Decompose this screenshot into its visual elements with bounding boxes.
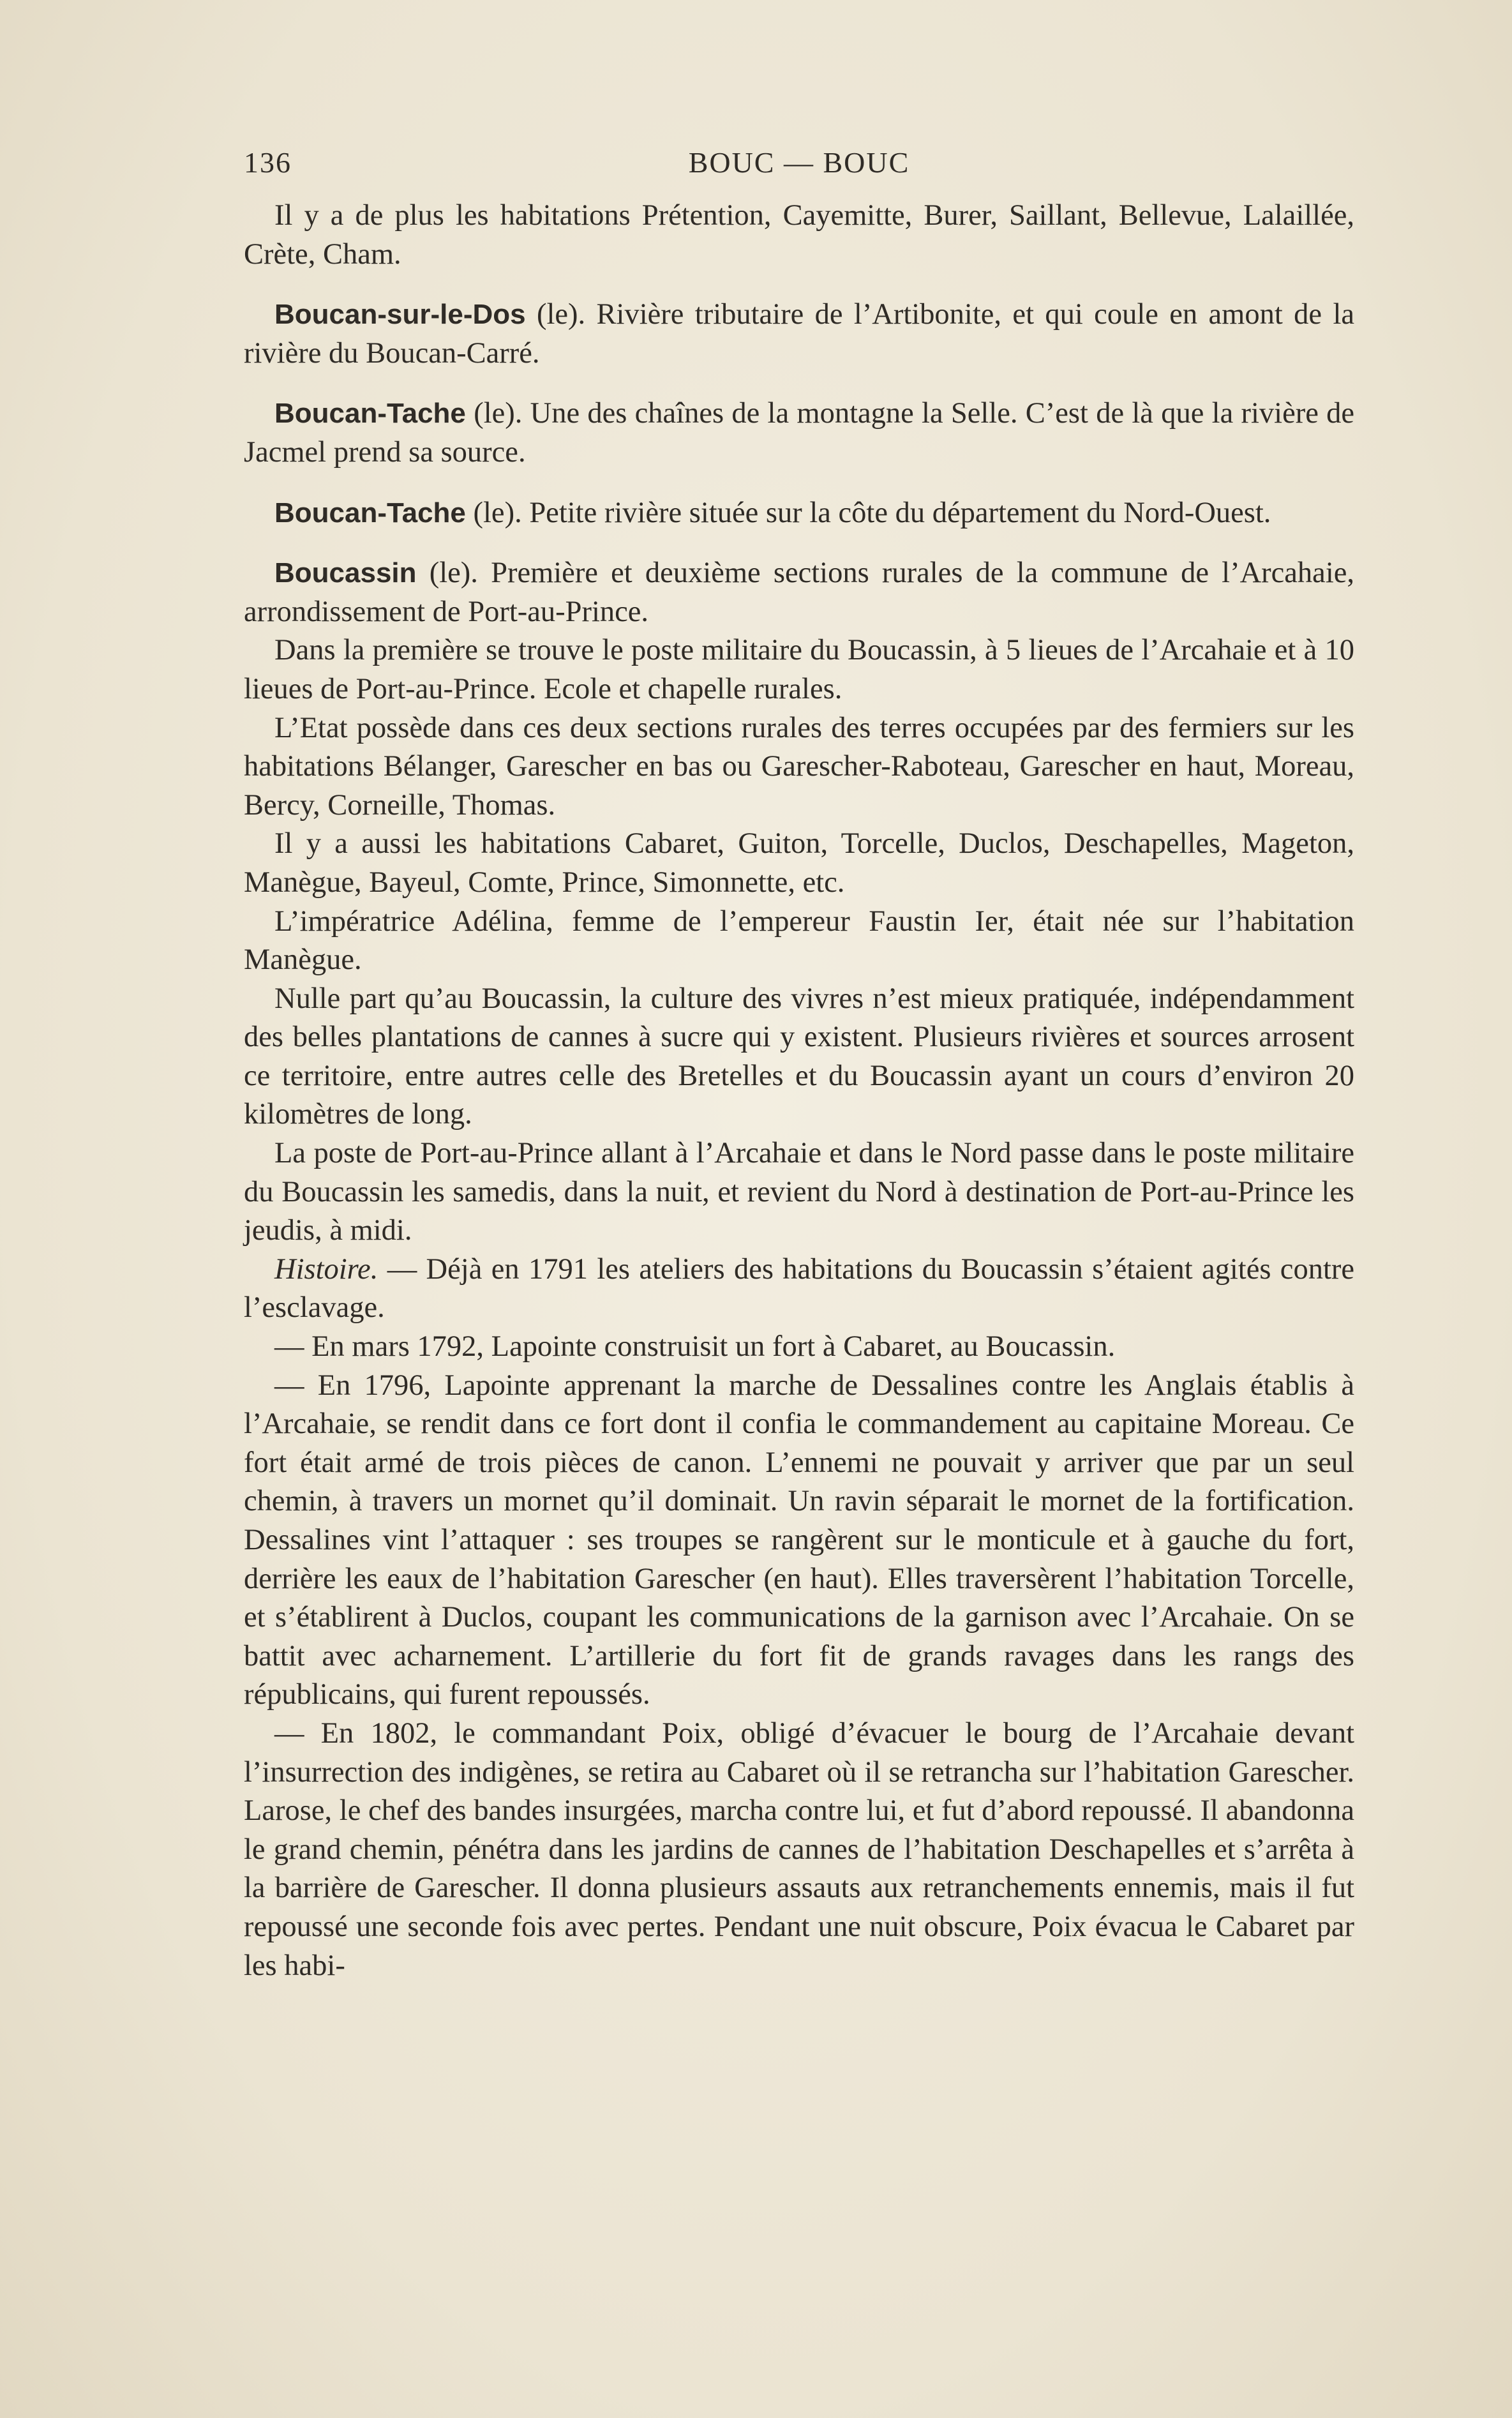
entry-boucan-tache-riviere — [244, 494, 1354, 533]
paragraph-poste-militaire: Dans la première se trouve le poste militaire du Boucassin, à 5 lieues de l’Arcahaie et à 10 lieues de Port-au-Prince. Ecole et chapelle rurales. — [244, 634, 1354, 705]
entry-text: . Première et deuxième sections rurales de la commune de l’Arcahaie, arrondissement de Port-au-Prince. — [244, 557, 1354, 628]
paragraph-habitations-list: Il y a de plus les habitations Prétention, Cayemitte, Burer, Saillant, Bellevue, Lalaillée, Crète, Cham. — [244, 199, 1354, 271]
entry-text: . Rivière tributaire de l’Artibonite, et qui coule en amont de la rivière du Boucan-Carré. — [244, 298, 1355, 370]
headword: Boucan-Tache — [274, 398, 466, 430]
section-label-histoire: Histoire. — [274, 1252, 378, 1286]
headword: Boucan-sur-le-Dos — [274, 299, 526, 331]
text-block — [244, 197, 1354, 1985]
headword-article: (le) — [429, 557, 471, 590]
entry-boucan-sur-le-dos — [244, 296, 1354, 373]
headword-article: (le) — [474, 397, 515, 430]
entry-text: . Petite rivière située sur la côte du département du Nord-Ouest. — [514, 496, 1271, 529]
entry-boucan-tache-montagne — [244, 394, 1354, 472]
headword: Boucassin — [274, 557, 417, 589]
paragraph-poste: La poste de Port-au-Prince allant à l’Arcahaie et dans le Nord passe dans le poste militaire du Boucassin les samedis, dans la nuit, et revient du Nord à destination de Port-au-Prince les jeudis, à midi. — [244, 1137, 1354, 1247]
entry-boucassin — [244, 554, 1354, 631]
paragraph-terres-etat: L’Etat possède dans ces deux sections rurales des terres occupées par des fermiers sur les habitations Bélanger, Garescher en bas ou Garescher-Raboteau, Garescher en haut, Moreau, Bercy, Corneille, Thomas. — [244, 711, 1354, 822]
paragraph-histoire — [244, 1250, 1354, 1328]
headword-article: (le) — [536, 298, 578, 331]
paragraph-habitations: Il y a aussi les habitations Cabaret, Guiton, Torcelle, Duclos, Deschapelles, Mageton, Manègue, Bayeul, Comte, Prince, Simonnette, etc. — [244, 827, 1354, 899]
page-number: 136 — [244, 146, 292, 179]
paragraph-text: — Déjà en 1791 les ateliers des habitations du Boucassin s’étaient agités contre l’esclavage. — [244, 1252, 1354, 1325]
headword: Boucan-Tache — [274, 497, 466, 529]
paragraph-culture: Nulle part qu’au Boucassin, la culture des vivres n’est mieux pratiquée, indépendamment des belles plantations de cannes à sucre qui y existent. Plusieurs rivières et sources arrosent ce territoire, entre autres celle des Bretelles et du Boucassin ayant un cours d’environ 20 kilomètres de long. — [244, 982, 1354, 1131]
entry-text: . Une des chaînes de la montagne la Selle. C’est de là que la rivière de Jacmel prend sa source. — [244, 397, 1355, 469]
paragraph-1792: — En mars 1792, Lapointe construisit un fort à Cabaret, au Boucassin. — [274, 1330, 1116, 1363]
running-head — [244, 146, 1354, 184]
paragraph-1796: — En 1796, Lapointe apprenant la marche de Dessalines contre les Anglais établis à l’Arcahaie, se rendit dans ce fort dont il confia le commandement au capitaine Moreau. Ce fort était armé de trois pièces de canon. L’ennemi ne pouvait y arriver que par un seul chemin, à travers un mornet qu’il dominait. Un ravin séparait le mornet de la fortification. Dessalines vint l’attaquer : ses troupes se rangèrent sur le monticule et à gauche du fort, derrière les eaux de l’habitation Garescher (en haut). Elles traversèrent l’habitation Torcelle, et s’établirent à Duclos, coupant les communications de la garnison avec l’Arcahaie. On se battit avec acharnement. L’artillerie du fort fit de grands ravages dans les rangs des républicains, qui furent repoussés. — [244, 1369, 1354, 1711]
headword-article: (le) — [473, 496, 515, 529]
paragraph-1802: — En 1802, le commandant Poix, obligé d’évacuer le bourg de l’Arcahaie devant l’insurrection des indigènes, se retira au Cabaret où il se retrancha sur l’habitation Garescher. Larose, le chef des bandes insurgées, marcha contre lui, et fut d’abord repoussé. Il abandonna le grand chemin, pénétra dans les jardins de cannes de l’habitation Deschapelles et s’arrêta à la barrière de Garescher. Il donna plusieurs assauts aux retranchements ennemis, mais il fut repoussé une seconde fois avec pertes. Pendant une nuit obscure, Poix évacua le Cabaret par les habi- — [244, 1716, 1354, 1982]
paragraph-imperatrice: L’impératrice Adélina, femme de l’empereur Faustin Ier, était née sur l’habitation Manègue. — [244, 905, 1354, 977]
running-title: BOUC — BOUC — [688, 146, 910, 179]
